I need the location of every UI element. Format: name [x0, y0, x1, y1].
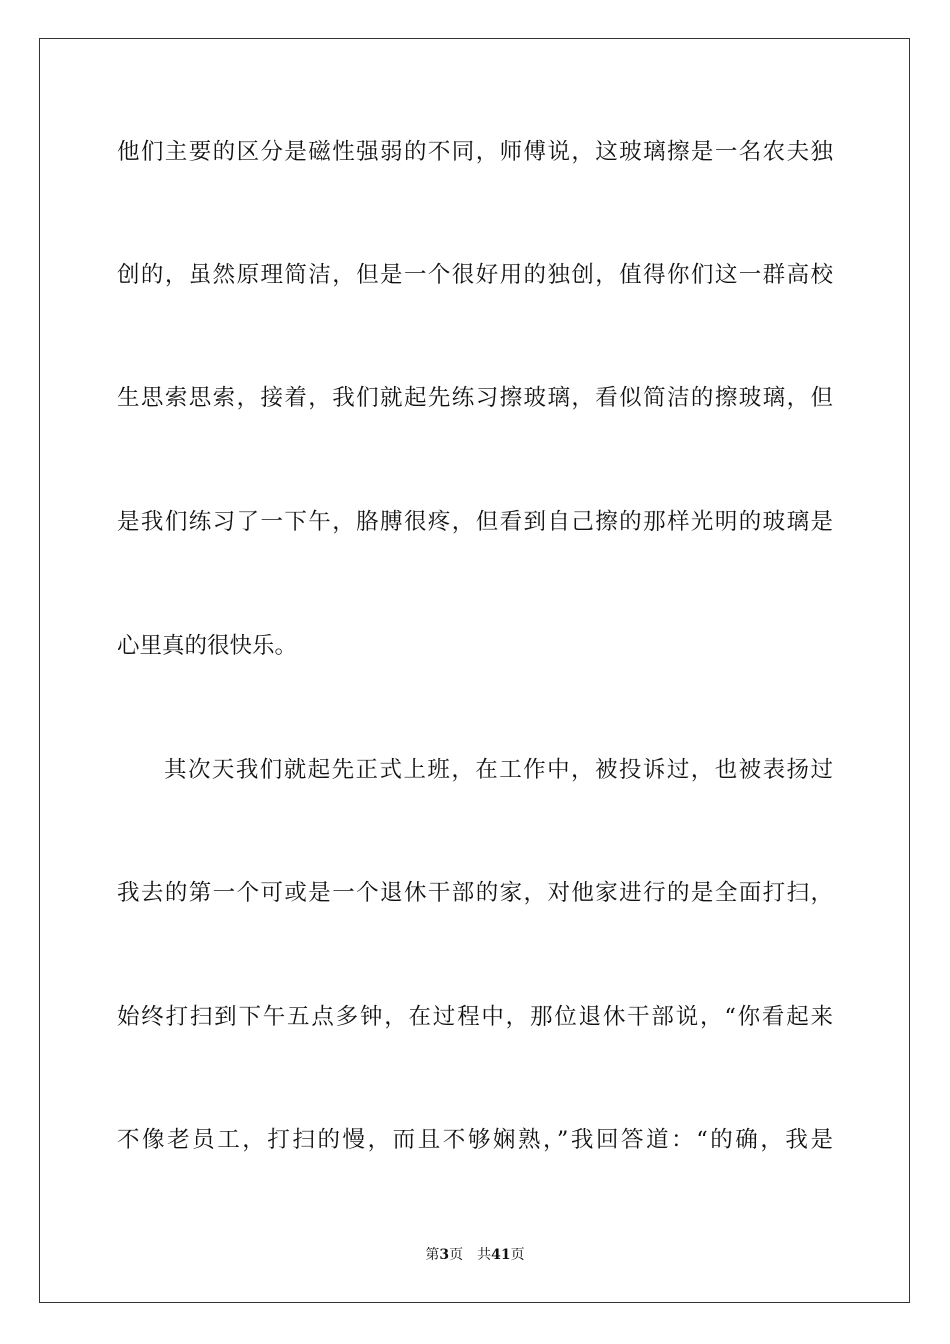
page-prefix: 第 — [425, 1247, 440, 1263]
paragraph-line: 生思索思索，接着，我们就起先练习擦玻璃，看似简洁的擦玻璃，但 — [117, 385, 833, 411]
page-border — [39, 38, 910, 1303]
total-suffix: 页 — [510, 1247, 525, 1263]
paragraph-line: 创的，虽然原理简洁，但是一个很好用的独创，值得你们这一群高校 — [117, 262, 833, 288]
paragraph-line: 我去的第一个可或是一个退休干部的家，对他家进行的是全面打扫， — [117, 880, 833, 906]
paragraph-line: 他们主要的区分是磁性强弱的不同，师傅说，这玻璃擦是一名农夫独 — [117, 139, 833, 165]
page-footer — [0, 1244, 950, 1266]
paragraph-line: 是我们练习了一下午，胳膊很疼，但看到自己擦的那样光明的玻璃是 — [117, 509, 833, 535]
paragraph-line: 其次天我们就起先正式上班，在工作中，被投诉过，也被表扬过 — [164, 757, 833, 783]
paragraph-line: 始终打扫到下午五点多钟，在过程中，那位退休干部说，“你看起来 — [117, 1004, 833, 1030]
page-suffix: 页 — [449, 1247, 464, 1263]
page-number: 3 — [439, 1247, 450, 1263]
paragraph-line: 心里真的很快乐。 — [117, 633, 298, 659]
paragraph-line: 不像老员工，打扫的慢，而且不够娴熟，”我回答道：“的确，我是 — [117, 1127, 833, 1153]
total-prefix: 共 — [477, 1247, 492, 1263]
total-pages: 41 — [491, 1247, 511, 1263]
